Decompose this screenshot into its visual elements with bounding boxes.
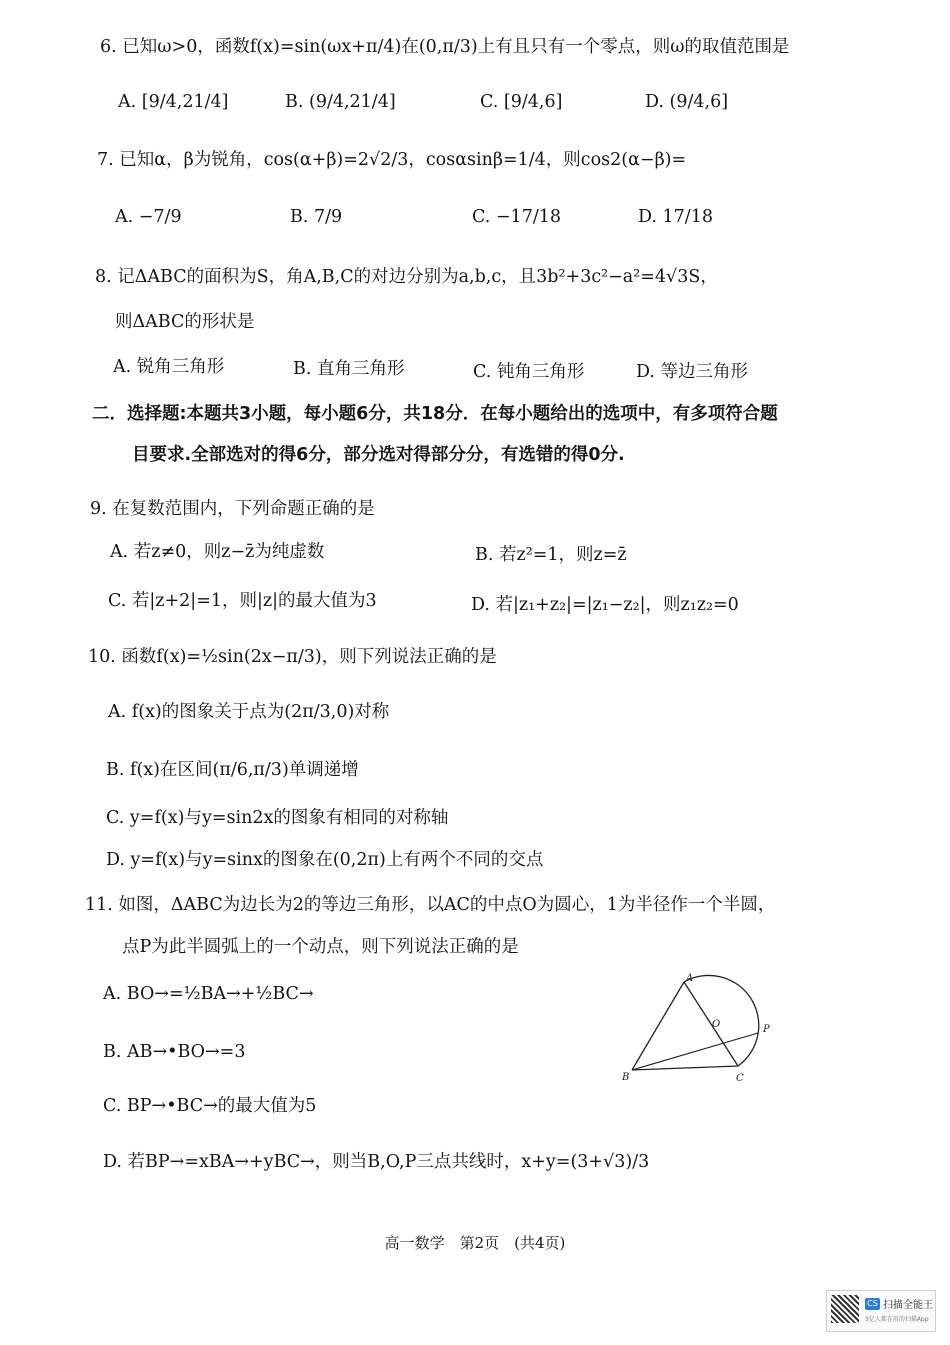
question-10-stem: 10. 函数f(x)=½sin(2x−π/3)，则下列说法正确的是 <box>88 647 497 667</box>
question-8-stem-2: 则ΔABC的形状是 <box>115 312 255 332</box>
question-11-stem: 11. 如图，ΔABC为边长为2的等边三角形，以AC的中点O为圆心，1为半径作一个半圆， <box>85 895 776 915</box>
question-6-option-d: D. (9/4,6] <box>645 92 729 112</box>
question-9-stem: 9. 在复数范围内，下列命题正确的是 <box>90 499 375 519</box>
camscanner-logo-icon: CS <box>865 1298 880 1310</box>
question-9-option-d: D. 若|z₁+z₂|=|z₁−z₂|，则z₁z₂=0 <box>471 595 739 615</box>
page-footer: 高一数学 第2页 (共4页) <box>384 1234 566 1252</box>
qr-code-icon <box>831 1295 859 1323</box>
question-6-option-b: B. (9/4,21/4] <box>285 92 396 112</box>
segment-bc <box>632 1066 738 1070</box>
semicircle-arc <box>684 975 759 1066</box>
section-2-instructions: 目要求.全部选对的得6分，部分选对得部分分，有选错的得0分. <box>132 445 625 465</box>
label-p: P <box>763 1024 770 1035</box>
question-11-option-c: C. BP→•BC→的最大值为5 <box>103 1096 317 1116</box>
question-11-option-d: D. 若BP→=xBA→+yBC→，则当B,O,P三点共线时，x+y=(3+√3)/3 <box>103 1152 650 1172</box>
question-7-stem: 7. 已知α，β为锐角，cos(α+β)=2√2/3，cosαsinβ=1/4，则cos2(α−β)= <box>97 150 687 170</box>
question-8-option-a: A. 锐角三角形 <box>113 357 225 377</box>
question-6-option-a: A. [9/4,21/4] <box>118 92 229 112</box>
question-8-stem: 8. 记ΔABC的面积为S，角A,B,C的对边分别为a,b,c，且3b²+3c²−a²=4√3S， <box>95 267 718 287</box>
label-c: C <box>736 1073 744 1084</box>
question-11-option-b: B. AB→•BO→=3 <box>103 1042 246 1062</box>
question-8-option-d: D. 等边三角形 <box>636 362 749 382</box>
section-2-heading: 二．选择题:本题共3小题，每小题6分，共18分．在每小题给出的选项中，有多项符合题 <box>92 404 778 424</box>
question-9-option-a: A. 若z≠0，则z−z̄为纯虚数 <box>110 542 325 562</box>
triangle-semicircle-figure <box>618 972 778 1092</box>
question-11-option-a: A. BO→=½BA→+½BC→ <box>103 984 314 1004</box>
question-10-option-b: B. f(x)在区间(π/6,π/3)单调递增 <box>106 760 359 780</box>
watermark-app-name: 扫描全能王 <box>883 1300 933 1311</box>
watermark-tagline: 3亿人都在用的扫描App <box>865 1316 929 1323</box>
question-10-option-a: A. f(x)的图象关于点为(2π/3,0)对称 <box>108 702 390 722</box>
question-9-option-c: C. 若|z+2|=1，则|z|的最大值为3 <box>108 591 377 611</box>
question-6-option-c: C. [9/4,6] <box>480 92 563 112</box>
question-9-option-b: B. 若z²=1，则z=z̄ <box>475 545 627 565</box>
question-8-option-c: C. 钝角三角形 <box>473 362 585 382</box>
question-10-option-c: C. y=f(x)与y=sin2x的图象有相同的对称轴 <box>106 808 449 828</box>
segment-ac <box>684 982 738 1066</box>
question-8-option-b: B. 直角三角形 <box>293 359 405 379</box>
question-7-option-a: A. −7/9 <box>115 207 182 227</box>
question-7-option-c: C. −17/18 <box>472 207 561 227</box>
label-a: A <box>686 973 694 984</box>
label-o: O <box>712 1019 721 1030</box>
question-7-option-d: D. 17/18 <box>638 207 713 227</box>
question-6-stem: 6. 已知ω>0，函数f(x)=sin(ωx+π/4)在(0,π/3)上有且只有一个零点，则ω的取值范围是 <box>100 37 790 57</box>
label-b: B <box>622 1072 630 1083</box>
question-10-option-d: D. y=f(x)与y=sinx的图象在(0,2π)上有两个不同的交点 <box>106 850 544 870</box>
question-7-option-b: B. 7/9 <box>290 207 343 227</box>
question-11-stem-2: 点P为此半圆弧上的一个动点，则下列说法正确的是 <box>122 937 519 957</box>
